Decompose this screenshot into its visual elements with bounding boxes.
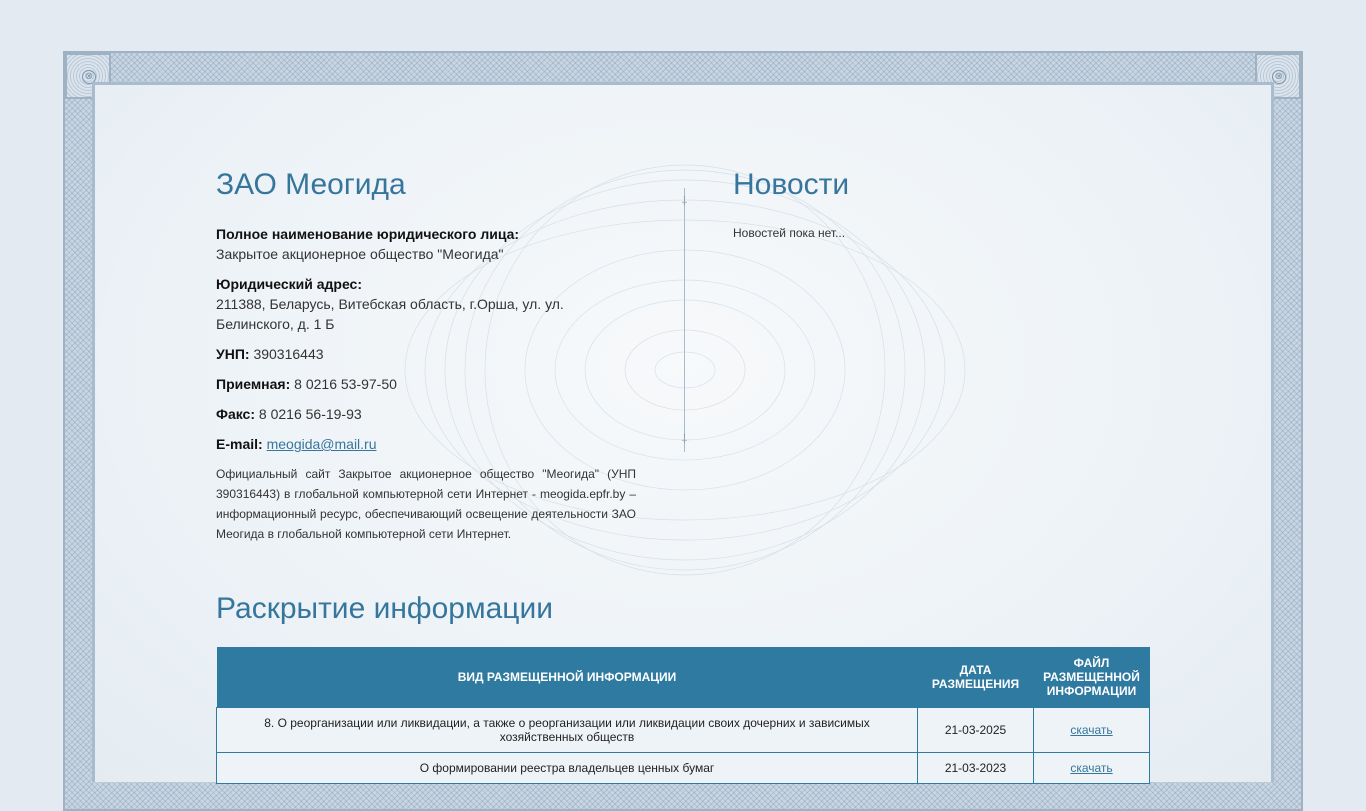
reception-value: 8 0216 53-97-50	[294, 376, 397, 392]
fax-label: Факс:	[216, 406, 256, 422]
disclosure-table	[216, 647, 1150, 784]
address-label: Юридический адрес:	[216, 276, 362, 292]
row-date: 21-03-2025	[918, 708, 1034, 753]
address-block	[216, 274, 636, 334]
company-title: ЗАО Меогида	[216, 168, 406, 201]
fleur-icon: ⸸	[681, 194, 688, 208]
reception-label: Приемная:	[216, 376, 291, 392]
fax-block	[216, 404, 636, 424]
header-type: ВИД РАЗМЕЩЕННОЙ ИНФОРМАЦИИ	[217, 647, 918, 708]
unp-label: УНП:	[216, 346, 250, 362]
unp-block	[216, 344, 636, 364]
full-name-label: Полное наименование юридического лица:	[216, 226, 520, 242]
company-info	[216, 224, 636, 544]
download-link[interactable]: скачать	[1070, 723, 1113, 737]
rosette-icon: ⊗	[1272, 70, 1286, 84]
full-name-value: Закрытое акционерное общество "Меогида"	[216, 246, 504, 262]
email-label: E-mail:	[216, 436, 263, 452]
header-date: ДАТА РАЗМЕЩЕНИЯ	[918, 647, 1034, 708]
full-name-block	[216, 224, 636, 264]
row-file	[1034, 708, 1150, 753]
table-header-row	[217, 647, 1150, 708]
column-divider	[684, 188, 685, 452]
news-title: Новости	[733, 168, 850, 201]
fleur-icon: ⸸	[681, 432, 688, 446]
address-value: 211388, Беларусь, Витебская область, г.Орша, ул. ул. Белинского, д. 1 Б	[216, 296, 564, 332]
reception-block	[216, 374, 636, 394]
email-block	[216, 434, 636, 454]
table-row	[217, 753, 1150, 784]
site-description: Официальный сайт Закрытое акционерное общество "Меогида" (УНП 390316443) в глобальной компьютерной сети Интернет - meogida.epfr.by – информационный ресурс, обеспечивающий освещение деятельности ЗАО Меогида в глобальной компьютерной сети Интернет.	[216, 467, 636, 541]
header-file: ФАЙЛ РАЗМЕЩЕННОЙ ИНФОРМАЦИИ	[1034, 647, 1150, 708]
row-type: 8. О реорганизации или ликвидации, а также о реорганизации или ликвидации своих дочерних и зависимых хозяйственных обществ	[217, 708, 918, 753]
email-link[interactable]: meogida@mail.ru	[266, 436, 377, 452]
fax-value: 8 0216 56-19-93	[258, 406, 362, 422]
rosette-icon: ⊗	[82, 70, 96, 84]
download-link[interactable]: скачать	[1070, 761, 1113, 775]
news-empty-text: Новостей пока нет...	[733, 226, 846, 240]
row-type: О формировании реестра владельцев ценных бумаг	[217, 753, 918, 784]
unp-value: 390316443	[253, 346, 324, 362]
table-row	[217, 708, 1150, 753]
disclosure-title: Раскрытие информации	[216, 592, 553, 625]
row-file	[1034, 753, 1150, 784]
row-date: 21-03-2023	[918, 753, 1034, 784]
